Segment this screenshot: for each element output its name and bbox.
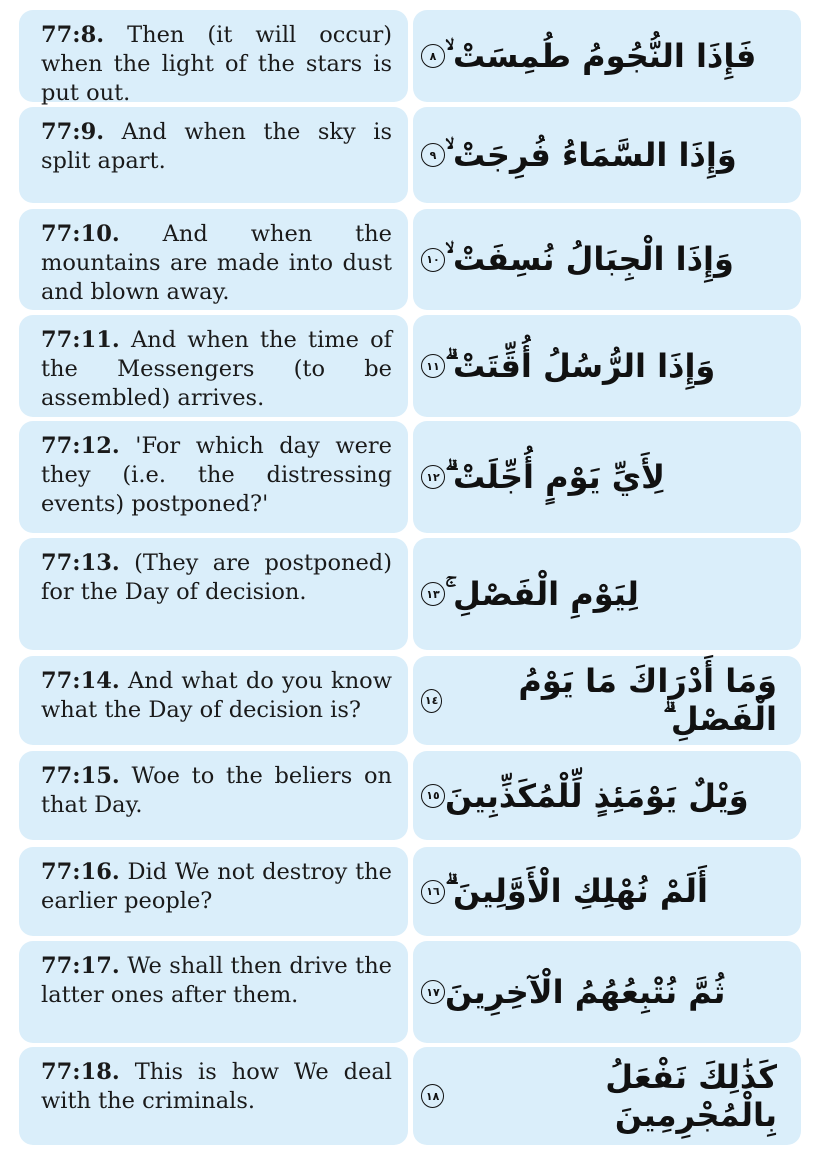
arabic-verse: وَمَا أَدْرَاكَ مَا يَوْمُ الْفَصْلِ ۗ: [518, 662, 777, 738]
translation-text: And when the sky is split apart.: [41, 119, 392, 174]
verse-reference: 77:18.: [41, 1059, 120, 1085]
arabic-cell: [413, 941, 801, 1043]
translation-text: 'For which day were they (i.e. the distressing events) postponed?': [41, 433, 392, 517]
translation-cell: [19, 847, 408, 936]
arabic-cell: [413, 751, 801, 840]
arabic-verse: لِيَوْمِ الْفَصْلِ ۚ: [445, 574, 639, 613]
verse-reference: 77:15.: [41, 763, 120, 789]
translation-cell: [19, 107, 408, 203]
translation-text: Woe to the beliers on that Day.: [41, 763, 392, 818]
translation-cell: [19, 1047, 408, 1145]
translation-cell: [19, 751, 408, 840]
translation-text: And when the time of the Messengers (to be assembled) arrives.: [41, 327, 392, 411]
arabic-verse: فَإِذَا النُّجُومُ طُمِسَتْ ۙ: [445, 36, 757, 75]
translation-cell: [19, 10, 408, 106]
arabic-verse: وَيْلٌ يَوْمَئِذٍ لِّلْمُكَذِّبِينَ: [445, 776, 749, 815]
arabic-cell: [413, 315, 801, 417]
verse-reference: 77:9.: [41, 119, 105, 145]
verse-number-marker: ١٨: [421, 1084, 444, 1108]
arabic-cell: [413, 538, 801, 650]
arabic-verse: لِأَيِّ يَوْمٍ أُجِّلَتْ ۗ: [445, 457, 665, 496]
verse-reference: 77:8.: [41, 22, 105, 48]
verse-reference: 77:13.: [41, 550, 120, 576]
translation-text: Then (it will occur) when the light of the stars is put out.: [41, 22, 392, 106]
translation-cell: [19, 209, 408, 310]
verse-number-marker: ١٦: [421, 880, 445, 904]
translation-cell: [19, 315, 408, 417]
verse-number-marker: ١٠: [421, 248, 445, 272]
arabic-cell: [413, 421, 801, 533]
verse-number-marker: ٨: [421, 44, 445, 68]
verse-reference: 77:17.: [41, 953, 120, 979]
arabic-cell: [413, 209, 801, 310]
verse-reference: 77:16.: [41, 859, 120, 885]
translation-text: This is how We deal with the criminals.: [41, 1059, 392, 1114]
verse-number-marker: ٩: [421, 143, 445, 167]
translation-text: Did We not destroy the earlier people?: [41, 859, 392, 914]
verse-number-marker: ١١: [421, 354, 445, 378]
arabic-verse: وَإِذَا الرُّسُلُ أُقِّتَتْ ۗ: [445, 346, 716, 385]
arabic-verse: كَذَٰلِكَ نَفْعَلُ بِالْمُجْرِمِينَ: [605, 1058, 777, 1134]
arabic-verse: وَإِذَا الْجِبَالُ نُسِفَتْ ۙ: [445, 240, 734, 278]
verse-reference: 77:10.: [41, 221, 120, 247]
arabic-verse: أَلَمْ نُهْلِكِ الْأَوَّلِينَ ۗ: [445, 872, 708, 910]
arabic-cell: [413, 107, 801, 203]
verse-reference: 77:12.: [41, 433, 120, 459]
translation-text: And what do you know what the Day of decision is?: [41, 668, 392, 723]
arabic-cell: [413, 847, 801, 936]
translation-text: (They are postponed) for the Day of decision.: [41, 550, 392, 605]
translation-cell: [19, 538, 408, 650]
arabic-verse: وَإِذَا السَّمَاءُ فُرِجَتْ ۙ: [445, 135, 737, 174]
translation-cell: [19, 941, 408, 1043]
translation-text: And when the mountains are made into dust and blown away.: [41, 221, 392, 305]
translation-text: We shall then drive the latter ones after them.: [41, 953, 392, 1008]
arabic-cell: [413, 1047, 801, 1145]
translation-cell: [19, 421, 408, 533]
verse-number-marker: ١٢: [421, 465, 445, 489]
arabic-verse: ثُمَّ نُتْبِعُهُمُ الْآخِرِينَ: [445, 973, 726, 1011]
verse-number-marker: ١٤: [421, 689, 442, 713]
verse-number-marker: ١٣: [421, 582, 445, 606]
translation-cell: [19, 656, 408, 745]
verse-number-marker: ١٥: [421, 784, 445, 808]
verse-reference: 77:14.: [41, 668, 120, 694]
arabic-cell: [413, 656, 801, 745]
verse-number-marker: ١٧: [421, 980, 445, 1004]
arabic-cell: [413, 10, 801, 102]
verse-reference: 77:11.: [41, 327, 120, 353]
